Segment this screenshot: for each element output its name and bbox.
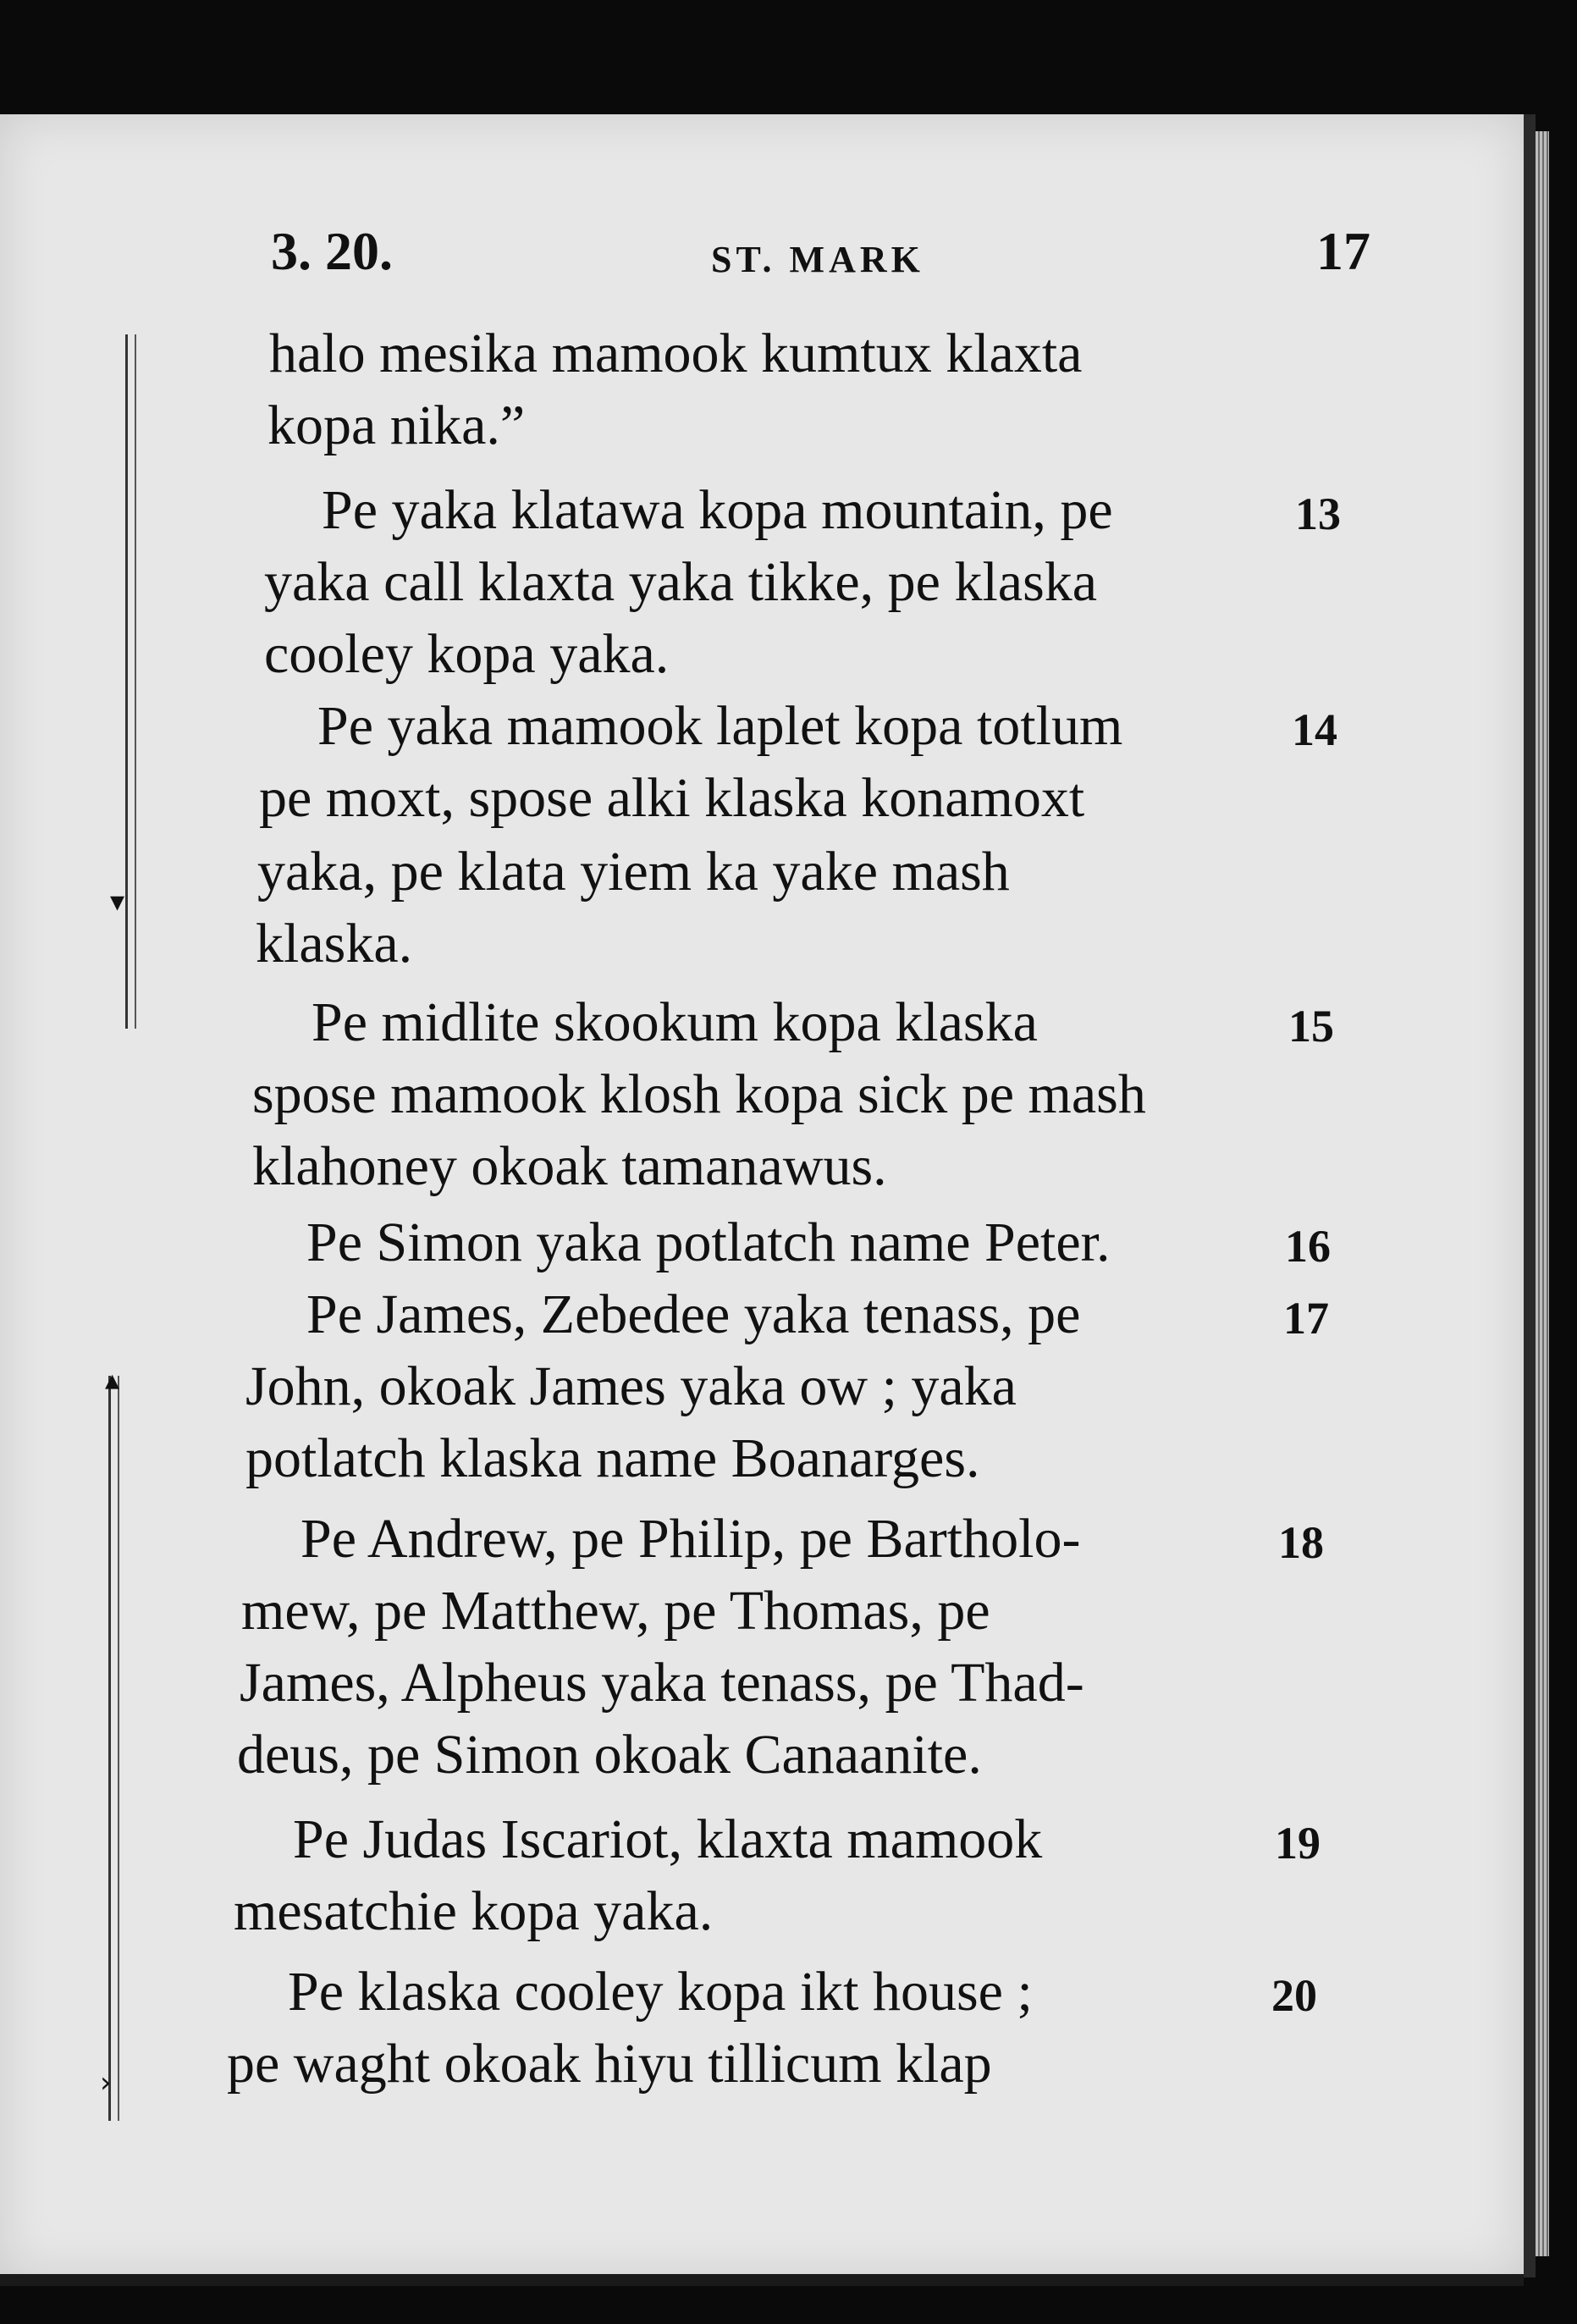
text-line: klahoney okoak tamanawus. [252, 1135, 887, 1197]
text-line: Pe yaka klatawa kopa mountain, pe [322, 479, 1113, 541]
text-line: deus, pe Simon okoak Canaanite. [237, 1724, 982, 1786]
verse-number: 17 [1283, 1293, 1329, 1344]
text-line: mesatchie kopa yaka. [234, 1880, 714, 1942]
text-line: cooley kopa yaka. [264, 623, 670, 685]
text-line: Pe Andrew, pe Philip, pe Bartholo- [301, 1508, 1081, 1570]
text-line: Pe midlite skookum kopa klaska [312, 991, 1038, 1053]
book-page [0, 114, 1536, 2277]
page-number: 17 [1316, 221, 1370, 281]
verse-number: 15 [1288, 1001, 1334, 1052]
margin-mark: ▴ [105, 1363, 120, 1397]
text-line: John, okoak James yaka ow ; yaka [245, 1355, 1017, 1417]
text-line: klaska. [256, 913, 413, 974]
text-line: Pe James, Zebedee yaka tenass, pe [306, 1283, 1081, 1345]
verse-number: 19 [1275, 1818, 1321, 1869]
text-line: mew, pe Matthew, pe Thomas, pe [241, 1580, 990, 1642]
verse-number: 16 [1285, 1221, 1331, 1272]
text-line: pe moxt, spose alki klaska konamoxt [259, 767, 1085, 829]
page-bottom-edge [0, 2274, 1524, 2286]
text-line: spose mamook klosh kopa sick pe mash [252, 1063, 1146, 1125]
margin-bracket [108, 1376, 119, 2121]
verse-number: 18 [1278, 1517, 1324, 1568]
text-line: Pe Simon yaka potlatch name Peter. [306, 1212, 1111, 1273]
text-line: Pe yaka mamook laplet kopa totlum [317, 695, 1123, 757]
text-line: pe waght okoak hiyu tillicum klap [227, 2033, 992, 2095]
margin-mark: › [100, 2066, 112, 2100]
verse-number: 13 [1295, 489, 1341, 539]
text-line: Pe klaska cooley kopa ikt house ; [288, 1961, 1033, 2023]
text-line: halo mesika mamook kumtux klaxta [269, 323, 1083, 384]
margin-mark: ▾ [110, 885, 125, 919]
verse-number: 20 [1271, 1970, 1317, 2021]
text-line: kopa nika.” [267, 395, 526, 456]
text-line: potlatch klaska name Boanarges. [245, 1427, 980, 1489]
verse-number: 14 [1292, 704, 1337, 755]
text-line: James, Alpheus yaka tenass, pe Thad- [240, 1652, 1084, 1714]
text-line: yaka, pe klata yiem ka yake mash [257, 841, 1010, 903]
text-line: Pe Judas Iscariot, klaxta mamook [293, 1808, 1043, 1870]
page-edges [1536, 131, 1549, 2256]
text-line: yaka call klaxta yaka tikke, pe klaska [264, 551, 1098, 613]
margin-bracket [125, 334, 136, 1029]
book-title: ST. MARK [711, 239, 924, 280]
chapter-verse-reference: 3. 20. [271, 221, 393, 281]
